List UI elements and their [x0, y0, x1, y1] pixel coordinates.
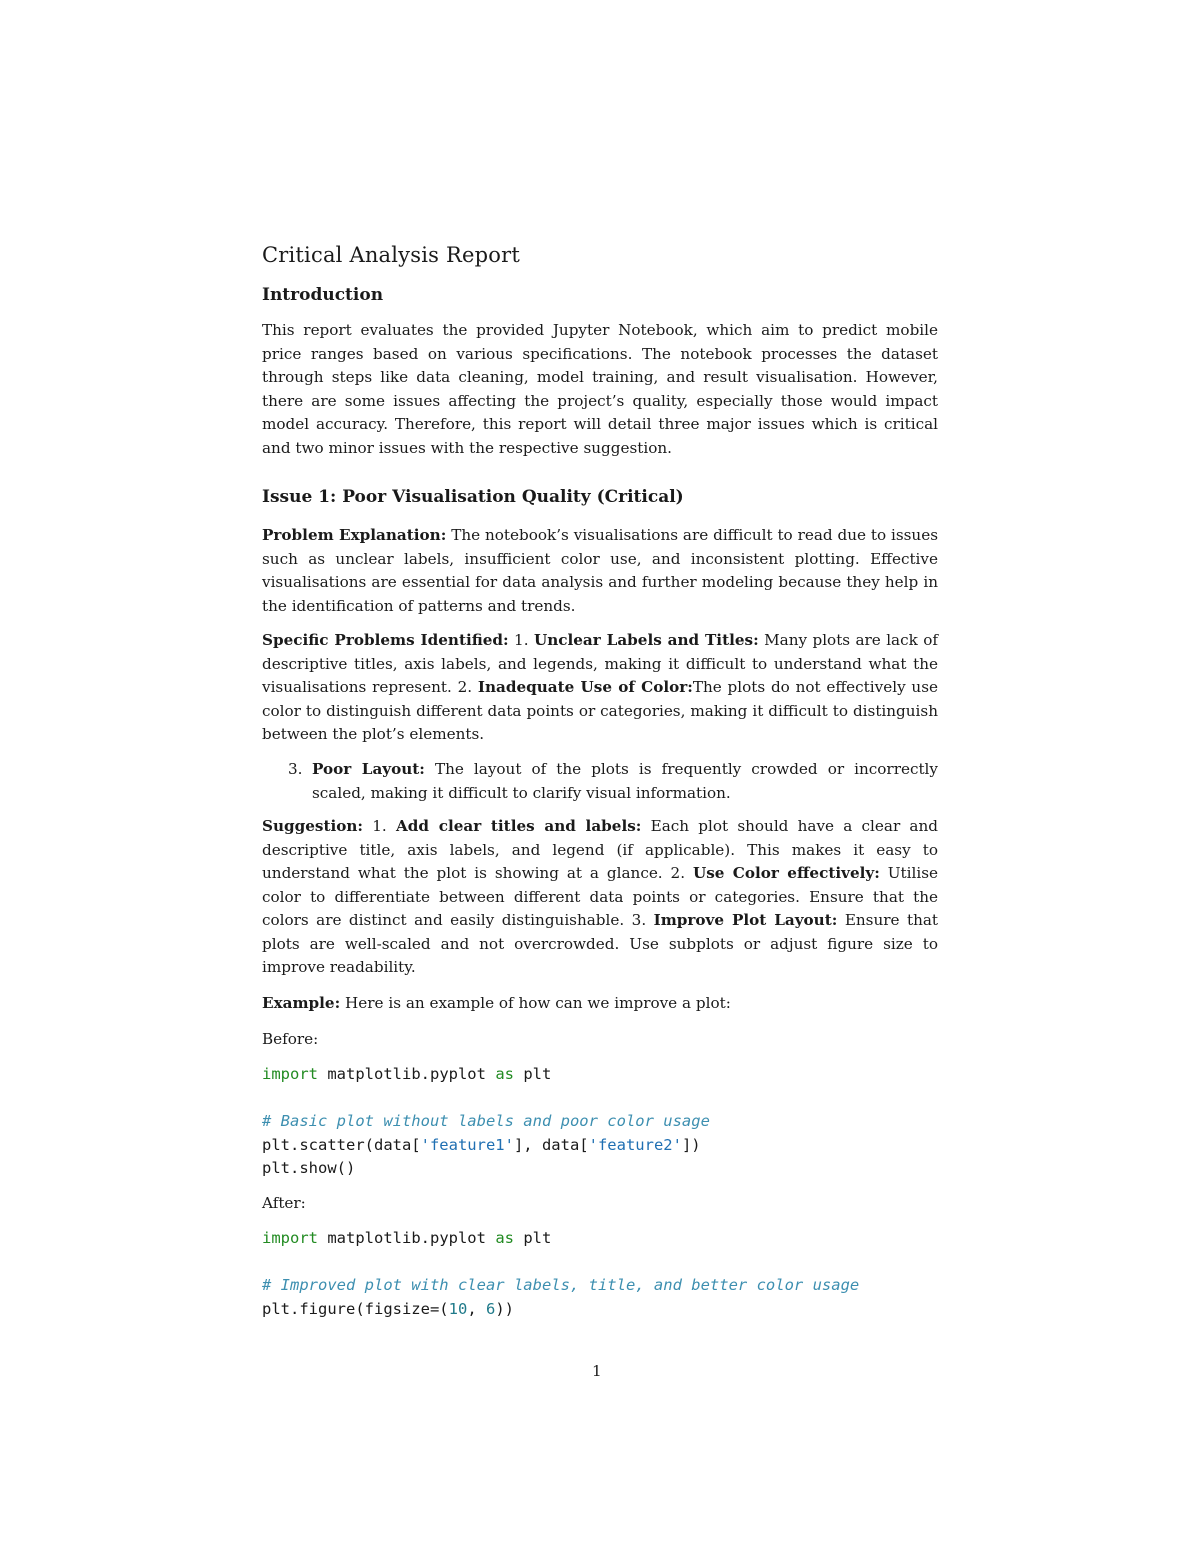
- after-label: After:: [262, 1194, 306, 1212]
- specific-1-text: Many plots are lack of descriptive titles, axis labels, and legends, making it difficult to understand what the visualisations represent. 2.: [262, 631, 938, 696]
- code-keyword: as: [495, 1065, 514, 1083]
- code-text: plt: [513, 1229, 552, 1247]
- list-text: The layout of the plots is frequently crowded or incorrectly scaled, making it difficult to clarify visual information.: [312, 760, 938, 802]
- code-number: 6: [485, 1299, 496, 1318]
- problem-text: The notebook’s visualisations are difficult to read due to issues such as unclear labels, insufficient color use, and inconsistent plotting. Effective visualisations are essential for data analysis and further modeling because they help in the identification of patterns and trends.: [262, 526, 938, 615]
- specific-1-prefix: 1.: [508, 631, 534, 649]
- specific-1-label: Unclear Labels and Titles:: [533, 631, 759, 649]
- sugg-2-text: Utilise color to differentiate between different data points or categories. Ensure that the colors are distinct and easily distinguishable. 3.: [262, 864, 938, 929]
- list-item-poor-layout: [288, 758, 938, 805]
- suggestion-label: Suggestion:: [262, 817, 364, 835]
- intro-heading: Introduction: [262, 285, 384, 305]
- code-block-before: [262, 1063, 710, 1181]
- example-text: Here is an example of how can we improve a plot:: [340, 994, 731, 1012]
- code-string: 'feature1': [420, 1135, 514, 1154]
- specific-2-label: Inadequate Use of Color:: [477, 678, 693, 696]
- code-text: ]): [681, 1135, 701, 1154]
- sugg-3-text: Ensure that plots are well-scaled and not overcrowded. Use subplots or adjust figure size to improve readability.: [262, 911, 939, 976]
- sugg-1-text: Each plot should have a clear and descriptive title, axis labels, and legend (if applicable). This makes it easy to understand what the plot is showing at a glance. 2.: [262, 817, 938, 882]
- example-paragraph: [262, 992, 938, 1016]
- code-number: 10: [448, 1299, 468, 1318]
- before-label: Before:: [262, 1030, 319, 1048]
- code-text: )): [495, 1299, 514, 1318]
- sugg-2-label: Use Color effectively:: [692, 864, 880, 882]
- problem-label: Problem Explanation:: [262, 526, 447, 544]
- code-text: matplotlib.pyplot: [318, 1229, 496, 1247]
- code-text: ], data[: [513, 1135, 589, 1154]
- code-text: matplotlib.pyplot: [318, 1065, 496, 1083]
- intro-paragraph: This report evaluates the provided Jupyter Notebook, which aim to predict mobile price ranges based on various specifications. The notebook processes the dataset through steps like data cleaning, model training, and result visualisation. However, there are some issues affecting the project’s quality, especially those would impact model accuracy. Therefore, this report will detail three major issues which is critical and two minor issues with the respective suggestion.: [262, 321, 938, 457]
- problem-explanation-paragraph: [262, 524, 938, 618]
- example-label: Example:: [262, 994, 341, 1012]
- sugg-1-prefix: 1.: [363, 817, 396, 835]
- code-text: ,: [467, 1299, 486, 1318]
- specific-problems-paragraph: [262, 629, 938, 747]
- suggestion-paragraph: [262, 815, 938, 980]
- code-keyword: import: [262, 1065, 318, 1083]
- code-block-after: [262, 1227, 859, 1321]
- code-text: plt: [513, 1065, 552, 1083]
- code-comment: # Improved plot with clear labels, title, and better color usage: [262, 1276, 860, 1294]
- code-string: 'feature2': [588, 1135, 682, 1154]
- code-keyword: import: [262, 1229, 318, 1247]
- sugg-1-label: Add clear titles and labels:: [395, 817, 642, 835]
- list-number: 3.: [288, 760, 303, 778]
- code-keyword: as: [495, 1229, 514, 1247]
- code-comment: # Basic plot without labels and poor color usage: [262, 1112, 710, 1130]
- specific-label: Specific Problems Identified:: [262, 631, 509, 649]
- page-number: 1: [592, 1362, 602, 1380]
- code-text: plt.show(): [262, 1159, 356, 1177]
- page-title: Critical Analysis Report: [262, 243, 520, 267]
- sugg-3-label: Improve Plot Layout:: [653, 911, 838, 929]
- issue1-heading: Issue 1: Poor Visualisation Quality (Critical): [262, 487, 684, 507]
- list-label: Poor Layout:: [312, 760, 425, 778]
- specific-2-text: The plots do not effectively use color to distinguish different data points or categories, making it difficult to distinguish between the plot’s elements.: [262, 678, 938, 743]
- code-text: plt.figure(figsize=(: [262, 1299, 449, 1318]
- code-text: plt.scatter(data[: [262, 1135, 421, 1154]
